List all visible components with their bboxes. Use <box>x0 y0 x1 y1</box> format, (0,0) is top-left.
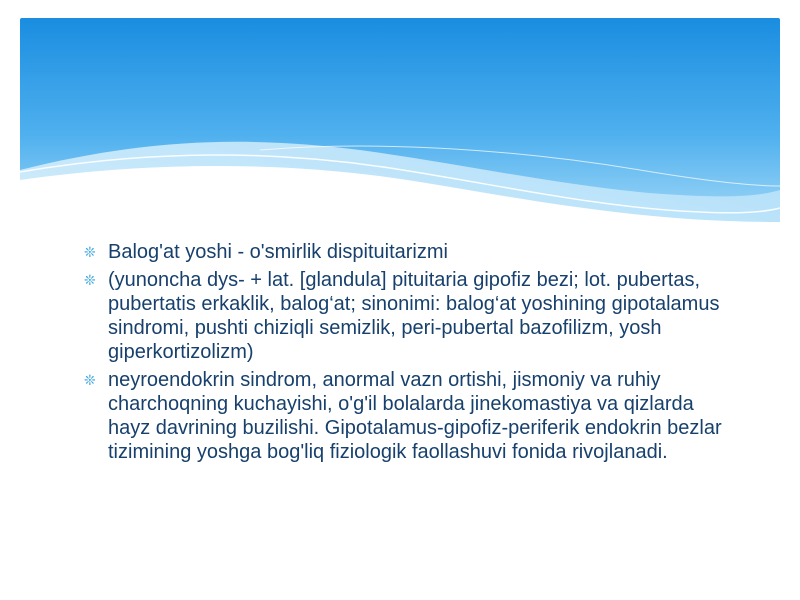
header-wave-banner <box>0 0 800 240</box>
bullet-item <box>84 268 724 364</box>
bullet-list <box>84 240 724 464</box>
bullet-text: neyroendokrin sindrom, anormal vazn ortishi, jismoniy va ruhiy charchoqning kuchayishi, o'g'il bolalarda jinekomastiya va qizlarda hayz davrining buzilishi. Gipotalamus-gipofiz-periferik endokrin bezlar tizimining yoshga bog'liq fiziologik faollashuvi fonida rivojlanadi. <box>108 369 722 463</box>
asterisk-bullet-icon: ❊ <box>84 245 96 261</box>
bullet-item <box>84 368 724 464</box>
bullet-item <box>84 240 724 264</box>
bullet-text: Balog'at yoshi - o'smirlik dispituitarizmi <box>108 241 448 263</box>
asterisk-bullet-icon: ❊ <box>84 373 96 389</box>
bullet-text: (yunoncha dys- + lat. [glandula] pituitaria gipofiz bezi; lot. pubertas, pubertatis erkaklik, balog‘at; sinonimi: balog‘at yoshining gipotalamus sindromi, pushti chiziqli semizlik, peri-pubertal bazofilizm, yosh giperkortizolizm) <box>108 269 720 363</box>
bullet-content <box>84 240 724 468</box>
asterisk-bullet-icon: ❊ <box>84 273 96 289</box>
